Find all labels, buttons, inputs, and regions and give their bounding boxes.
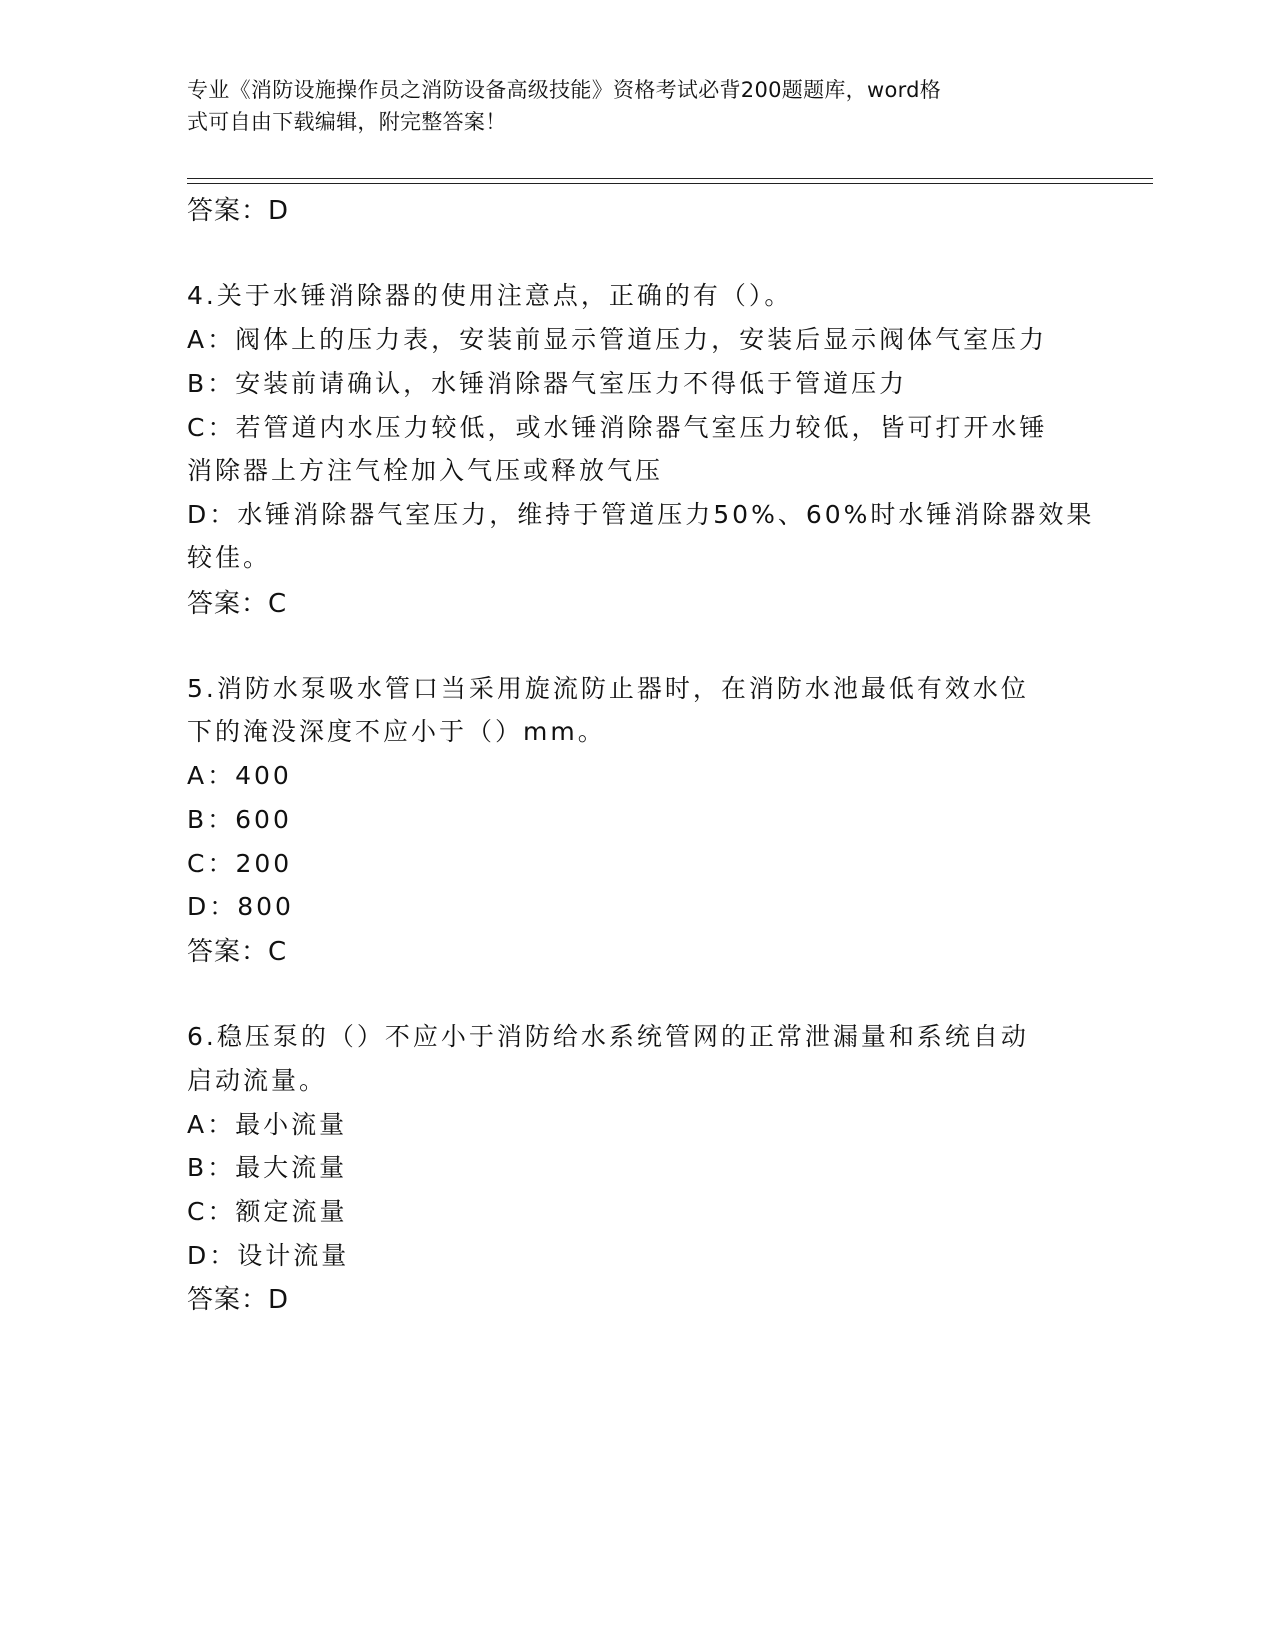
question-5-option-a: A：400 bbox=[187, 761, 292, 790]
question-5-option-b: B：600 bbox=[187, 805, 292, 834]
question-6-stem-line-2: 启动流量。 bbox=[187, 1066, 328, 1095]
question-6-option-d: D：设计流量 bbox=[187, 1241, 350, 1270]
question-4-option-c-line-2: 消除器上方注气栓加入气压或释放气压 bbox=[187, 456, 664, 485]
question-4-option-d-line-2: 较佳。 bbox=[187, 543, 272, 572]
question-6-stem-line-1: 6.稳压泵的（）不应小于消防给水系统管网的正常泄漏量和系统自动 bbox=[187, 1022, 1029, 1051]
question-5-answer: 答案：C bbox=[187, 937, 288, 967]
question-4-option-a: A：阀体上的压力表，安装前显示管道压力，安装后显示阀体气室压力 bbox=[187, 325, 1048, 354]
question-4-answer: 答案：C bbox=[187, 589, 288, 619]
header-divider-top bbox=[187, 178, 1153, 179]
document-header bbox=[187, 74, 1067, 138]
header-line-2: 式可自由下载编辑，附完整答案！ bbox=[187, 110, 507, 134]
question-6-option-c: C：额定流量 bbox=[187, 1197, 348, 1226]
question-4-option-d-line-1: D：水锤消除器气室压力，维持于管道压力50%、60%时水锤消除器效果 bbox=[187, 500, 1095, 529]
header-divider-bottom bbox=[187, 183, 1153, 184]
question-4-option-b: B：安装前请确认，水锤消除器气室压力不得低于管道压力 bbox=[187, 369, 908, 398]
question-5-stem-line-1: 5.消防水泵吸水管口当采用旋流防止器时，在消防水池最低有效水位 bbox=[187, 674, 1029, 703]
question-6-answer: 答案：D bbox=[187, 1285, 290, 1315]
question-5-option-c: C：200 bbox=[187, 849, 293, 878]
question-5-option-d: D：800 bbox=[187, 892, 294, 921]
question-5-stem-line-2: 下的淹没深度不应小于（）mm。 bbox=[187, 717, 606, 746]
question-4-option-c-line-1: C：若管道内水压力较低，或水锤消除器气室压力较低，皆可打开水锤 bbox=[187, 413, 1048, 442]
header-line-1: 专业《消防设施操作员之消防设备高级技能》资格考试必背200题题库，word格 bbox=[187, 78, 942, 102]
question-6-option-b: B：最大流量 bbox=[187, 1153, 348, 1182]
question-4-stem-line-1: 4.关于水锤消除器的使用注意点，正确的有（）。 bbox=[187, 281, 793, 310]
question-6-option-a: A：最小流量 bbox=[187, 1110, 348, 1139]
answer-previous: 答案：D bbox=[187, 196, 290, 226]
